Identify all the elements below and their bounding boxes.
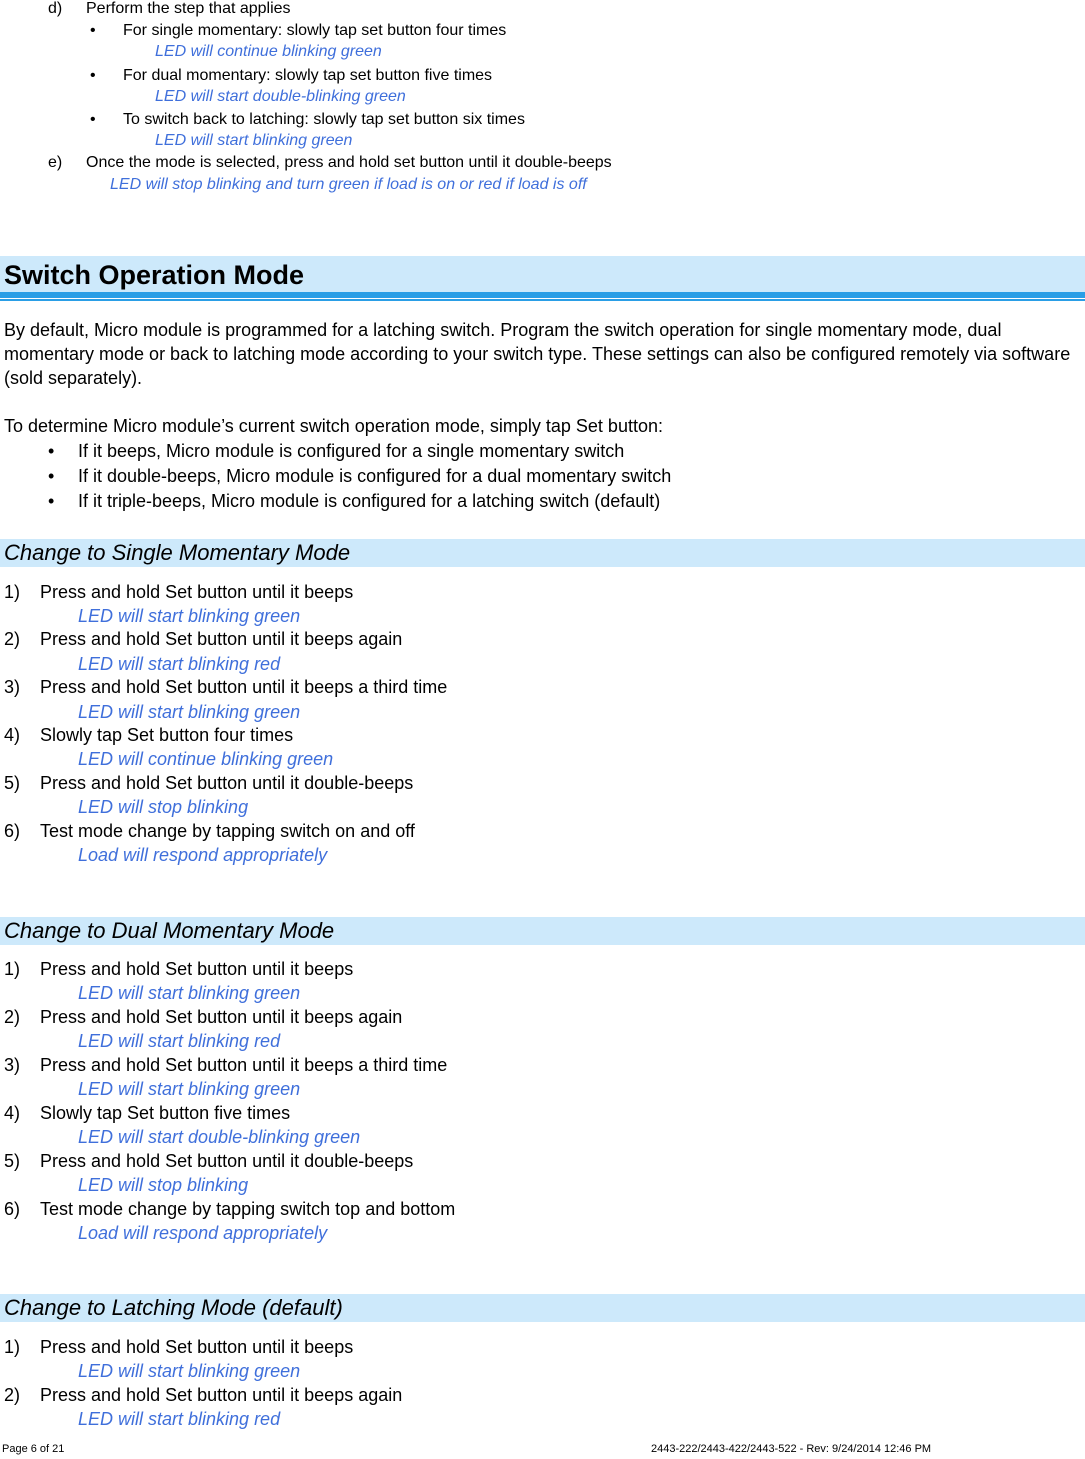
led-note: LED will stop blinking and turn green if load is on or red if load is off (110, 176, 587, 193)
list-item-e-text: Once the mode is selected, press and hold set button until it double-beeps (86, 154, 612, 171)
sub-bullet-text: For single momentary: slowly tap set button four times (123, 22, 507, 39)
determine-paragraph: To determine Micro module’s current switch operation mode, simply tap Set button: (4, 416, 663, 436)
section-header (0, 256, 1085, 294)
step-number: 2) (4, 629, 21, 649)
led-note: LED will start double-blinking green (78, 1127, 361, 1147)
led-note: LED will start blinking green (78, 983, 301, 1003)
led-note: LED will continue blinking green (155, 43, 382, 60)
step-number: 2) (4, 1007, 21, 1027)
step-text: Press and hold Set button until it beeps again (40, 1007, 403, 1027)
led-note: LED will start blinking green (78, 606, 301, 626)
led-note: Load will respond appropriately (78, 845, 328, 865)
step-text: Press and hold Set button until it beeps (40, 582, 354, 602)
list-item: If it triple-beeps, Micro module is configured for a latching switch (default) (78, 491, 661, 511)
step-text: Press and hold Set button until it double-beeps (40, 1151, 414, 1171)
sub-bullet-text: To switch back to latching: slowly tap set button six times (123, 111, 525, 128)
led-note: LED will start blinking red (78, 654, 281, 674)
step-text: Press and hold Set button until it beeps a third time (40, 677, 448, 697)
section-rule-thin (0, 299, 1085, 301)
step-text: Test mode change by tapping switch on and off (40, 821, 415, 841)
list-item: If it beeps, Micro module is configured for a single momentary switch (78, 441, 625, 461)
bullet-glyph: • (48, 466, 55, 486)
step-number: 3) (4, 1055, 21, 1075)
step-text: Test mode change by tapping switch top and bottom (40, 1199, 456, 1219)
led-note: LED will stop blinking (78, 797, 249, 817)
intro-paragraph: By default, Micro module is programmed for a latching switch. Program the switch operation for single momentary mode, dual momentary mode or back to latching mode according to your switch type. These settings can also be configured remotely via software (sold separately). (4, 320, 1071, 388)
step-number: 1) (4, 959, 21, 979)
step-text: Press and hold Set button until it beeps again (40, 629, 403, 649)
bullet-glyph: • (48, 491, 55, 511)
led-note: LED will start blinking green (155, 132, 353, 149)
step-number: 4) (4, 725, 21, 745)
bullet-glyph: • (90, 22, 96, 39)
page-number: Page 6 of 21 (2, 1443, 65, 1455)
subsection-title: Change to Single Momentary Mode (4, 540, 351, 565)
sub-bullet-text: For dual momentary: slowly tap set button five times (123, 67, 493, 84)
led-note: LED will start blinking red (78, 1409, 281, 1429)
bullet-glyph: • (90, 67, 96, 84)
bullet-glyph: • (90, 111, 96, 128)
step-text: Press and hold Set button until it beeps (40, 959, 354, 979)
step-text: Slowly tap Set button five times (40, 1103, 291, 1123)
list-item-d-text: Perform the step that applies (86, 0, 291, 17)
list-item: If it double-beeps, Micro module is configured for a dual momentary switch (78, 466, 672, 486)
step-number: 5) (4, 1151, 21, 1171)
step-number: 4) (4, 1103, 21, 1123)
step-text: Slowly tap Set button four times (40, 725, 294, 745)
led-note: LED will start blinking green (78, 702, 301, 722)
step-number: 5) (4, 773, 21, 793)
led-note: LED will start double-blinking green (155, 88, 406, 105)
subsection-header-latching (0, 1294, 1085, 1322)
led-note: LED will continue blinking green (78, 749, 334, 769)
step-text: Press and hold Set button until it beeps (40, 1337, 354, 1357)
document-revision: 2443-222/2443-422/2443-522 - Rev: 9/24/2014 12:46 PM (651, 1443, 932, 1455)
subsection-header-dual (0, 917, 1085, 945)
subsection-header-single (0, 539, 1085, 567)
led-note: LED will start blinking green (78, 1079, 301, 1099)
step-number: 6) (4, 821, 21, 841)
step-text: Press and hold Set button until it beeps again (40, 1385, 403, 1405)
subsection-title: Change to Latching Mode (default) (4, 1295, 343, 1320)
list-marker-d: d) (48, 0, 63, 17)
led-note: LED will stop blinking (78, 1175, 249, 1195)
step-number: 1) (4, 582, 21, 602)
step-number: 1) (4, 1337, 21, 1357)
step-number: 6) (4, 1199, 21, 1219)
step-number: 3) (4, 677, 21, 697)
bullet-glyph: • (48, 441, 55, 461)
step-text: Press and hold Set button until it double-beeps (40, 773, 414, 793)
led-note: LED will start blinking green (78, 1361, 301, 1381)
led-note: LED will start blinking red (78, 1031, 281, 1051)
section-title: Switch Operation Mode (4, 260, 305, 290)
list-marker-e: e) (48, 154, 63, 171)
led-note: Load will respond appropriately (78, 1223, 328, 1243)
step-text: Press and hold Set button until it beeps a third time (40, 1055, 448, 1075)
section-rule (0, 292, 1085, 298)
step-number: 2) (4, 1385, 21, 1405)
subsection-title: Change to Dual Momentary Mode (4, 918, 335, 943)
